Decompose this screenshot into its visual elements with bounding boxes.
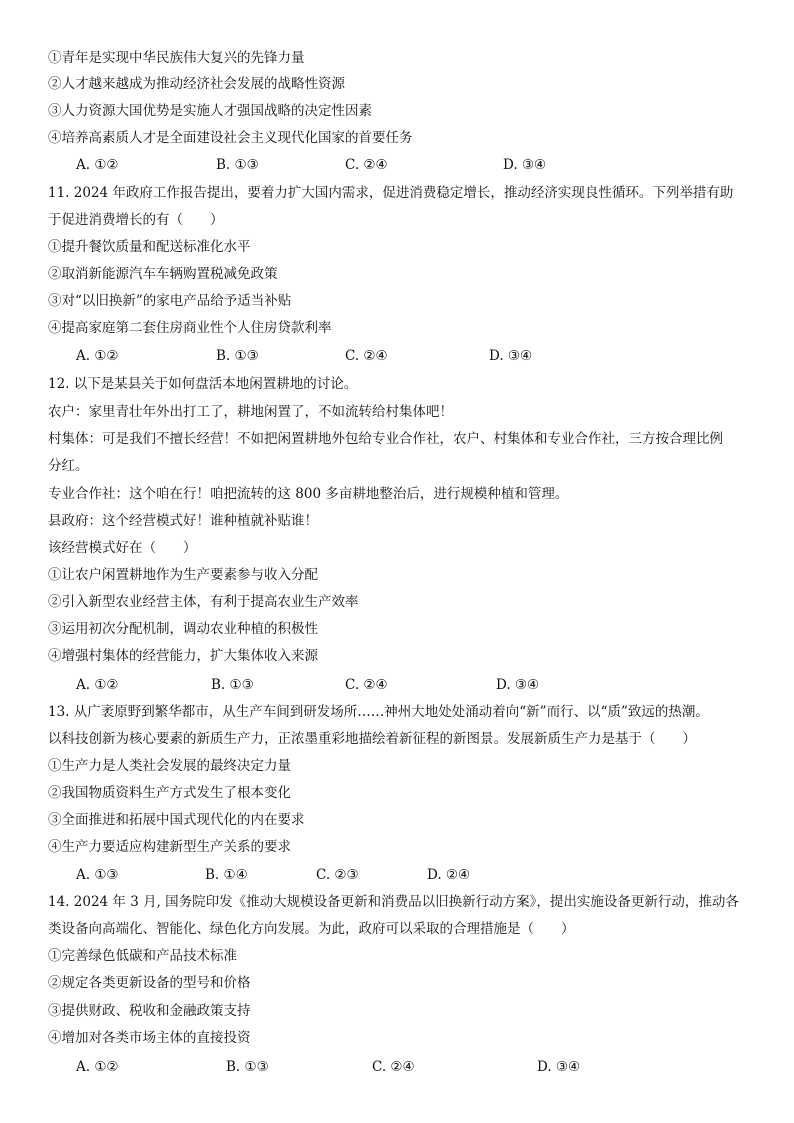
q13-option-d: D. ②④ [427,867,471,883]
q10-statement-4: ④培养高素质人才是全面建设社会主义现代化国家的首要任务 [48,130,413,146]
q12-dialogue-cooperative: 专业合作社：这个咱在行！咱把流转的这 800 多亩耕地整治后，进行规模种植和管理。 [48,486,569,502]
q12-option-a: A. ①② [76,677,119,693]
q11-statement-1: ①提升餐饮质量和配送标准化水平 [48,239,251,255]
q13-statement-4: ④生产力要适应构建新型生产关系的要求 [48,839,291,855]
q13-stem-line-1: 13. 从广袤原野到繁华都市，从生产车间到研发场所……神州大地处处涌动着向“新”而行、以“质”致远的热潮。 [48,704,709,720]
q10-option-a: A. ①② [76,157,119,173]
q12-question: 该经营模式好在（ ） [48,540,197,556]
q14-options [0,1058,794,1076]
q14-option-c: C. ②④ [372,1059,415,1075]
q11-stem-line-2: 于促进消费增长的有（ ） [48,212,224,228]
q12-option-b: B. ①③ [211,677,254,693]
q10-statement-1: ①青年是实现中华民族伟大复兴的先锋力量 [48,50,305,66]
q14-option-b: B. ①③ [226,1059,269,1075]
q13-statement-3: ③全面推进和拓展中国式现代化的内在要求 [48,812,305,828]
q14-statement-3: ③提供财政、税收和金融政策支持 [48,1003,251,1019]
q11-options [0,347,794,365]
q13-option-c: C. ②③ [316,867,359,883]
q12-options [0,676,794,694]
q12-dialogue-government: 县政府：这个经营模式好！谁种植就补贴谁！ [48,513,318,529]
q14-stem-line-1: 14. 2024 年 3 月, 国务院印发《推动大规模设备更新和消费品以旧换新行动方案》，提出实施设备更新行动，推动各 [48,894,739,910]
q11-statement-4: ④提高家庭第二套住房商业性个人住房贷款利率 [48,320,332,336]
q10-statement-2: ②人才越来越成为推动经济社会发展的战略性资源 [48,76,345,92]
q10-option-d: D. ③④ [503,157,547,173]
q12-option-c: C. ②④ [345,677,388,693]
q12-statement-1: ①让农户闲置耕地作为生产要素参与收入分配 [48,567,318,583]
q10-statement-3: ③人力资源大国优势是实施人才强国战略的决定性因素 [48,103,372,119]
q12-statement-4: ④增强村集体的经营能力，扩大集体收入来源 [48,648,318,664]
q12-statement-2: ②引入新型农业经营主体，有利于提高农业生产效率 [48,594,359,610]
q11-option-b: B. ①③ [216,348,259,364]
q14-option-a: A. ①② [76,1059,119,1075]
q11-option-a: A. ①② [76,348,119,364]
q12-stem-line-1: 12. 以下是某县关于如何盘活本地闲置耕地的讨论。 [48,376,358,392]
q13-options [0,866,794,884]
q11-statement-2: ②取消新能源汽车车辆购置税减免政策 [48,266,278,282]
q14-statement-4: ④增加对各类市场主体的直接投资 [48,1030,251,1046]
q10-options [0,156,794,174]
q10-option-c: C. ②④ [345,157,388,173]
q12-dialogue-farmer: 农户：家里青壮年外出打工了，耕地闲置了，不如流转给村集体吧！ [48,404,453,420]
q10-option-b: B. ①③ [216,157,259,173]
q12-statement-3: ③运用初次分配机制，调动农业种植的积极性 [48,621,318,637]
q13-statement-2: ②我国物质资料生产方式发生了根本变化 [48,785,291,801]
q14-statement-1: ①完善绿色低碳和产品技术标准 [48,948,237,964]
q13-statement-1: ①生产力是人类社会发展的最终决定力量 [48,758,291,774]
q12-option-d: D. ③④ [496,677,540,693]
q11-statement-3: ③对“以旧换新”的家电产品给予适当补贴 [48,293,292,309]
q13-option-a: A. ①③ [76,867,119,883]
q14-option-d: D. ③④ [537,1059,581,1075]
q12-dialogue-village-1: 村集体：可是我们不擅长经营！不如把闲置耕地外包给专业合作社，农户、村集体和专业合作社，三方按合理比例 [48,431,723,447]
q14-stem-line-2: 类设备向高端化、智能化、绿色化方向发展。为此，政府可以采取的合理措施是（ ） [48,921,575,937]
q11-option-d: D. ③④ [489,348,533,364]
q11-stem-line-1: 11. 2024 年政府工作报告提出，要着力扩大国内需求，促进消费稳定增长，推动经济实现良性循环。下列举措有助 [48,185,734,201]
q13-stem-line-2: 以科技创新为核心要素的新质生产力，正浓墨重彩地描绘着新征程的新图景。发展新质生产力是基于（ ） [48,731,696,747]
q12-dialogue-village-2: 分红。 [48,458,89,474]
q13-option-b: B. ①④ [205,867,248,883]
q11-option-c: C. ②④ [345,348,388,364]
q14-statement-2: ②规定各类更新设备的型号和价格 [48,975,251,991]
